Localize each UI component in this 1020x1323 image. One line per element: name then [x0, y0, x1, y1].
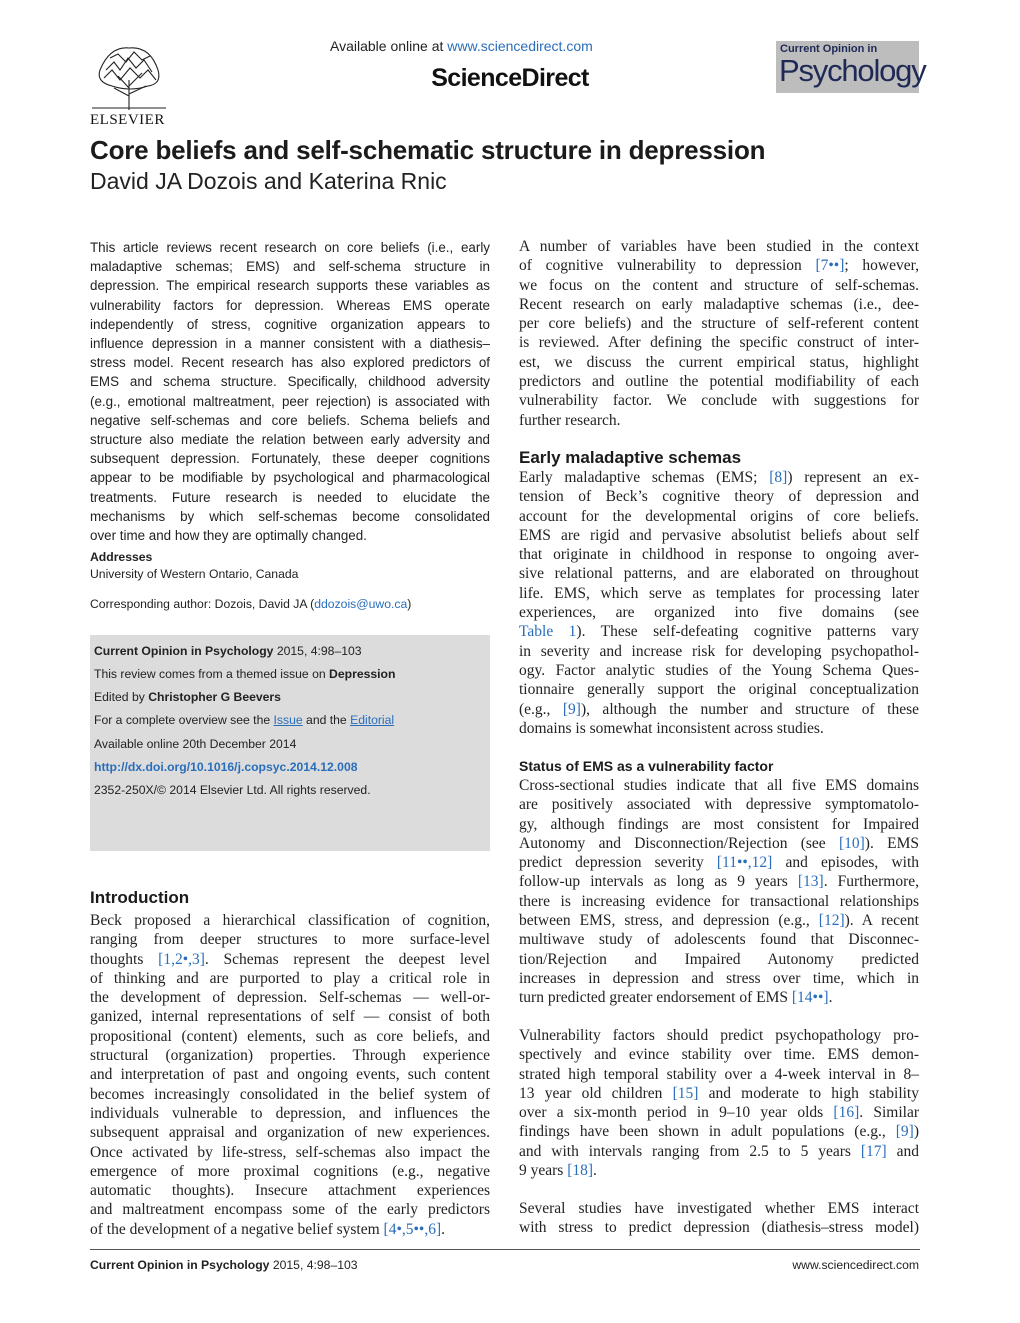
introduction-line: the development of depression. Self-schemas — well-or- [90, 989, 490, 1007]
ems-body [519, 468, 919, 738]
status-line: Autonomy and Disconnection/Rejection (see [10]). EMS [519, 834, 919, 852]
citation-link[interactable]: [12] [818, 912, 845, 930]
introduction-line: of the development of a negative belief system [4•,5••,6]. [90, 1220, 446, 1238]
info-overview [94, 713, 394, 727]
introduction-line: becomes increasingly consolidated in the belief system of [90, 1085, 490, 1103]
corresponding-suffix: ) [407, 597, 412, 611]
addresses-heading: Addresses [90, 550, 153, 564]
intro-continued-line: Recent research on early maladaptive schemas (i.e., dee- [519, 295, 919, 313]
abstract-line: structure also mediate the relation between early adversity and [90, 432, 490, 448]
addresses [90, 549, 490, 583]
introduction-line: ranging from deeper structures to more surface-level [90, 931, 490, 949]
intro-continued-line: is reviewed. After defining the specific construct of inter- [519, 334, 919, 352]
introduction-line: individuals vulnerable to depression, and influences the [90, 1104, 490, 1122]
citation-link[interactable]: [13] [797, 873, 824, 891]
intro-continued-line: of cognitive vulnerability to depression [7••]; however, [519, 257, 919, 275]
footer-url[interactable]: www.sciencedirect.com [792, 1258, 919, 1272]
journal-badge [776, 41, 926, 93]
citation-link[interactable]: [18] [567, 1162, 594, 1180]
intro-continued-body [519, 237, 919, 430]
citation-link[interactable]: [4•,5••,6] [383, 1220, 442, 1238]
introduction-line: emergence of more proximal cognitions (e.g., negative [90, 1162, 490, 1180]
ems-line: ogy. Factor analytic studies of the Young Schema Ques- [519, 661, 919, 679]
several-studies-body [519, 1199, 919, 1238]
ems-line: that originate in childhood in response to ongoing aver- [519, 546, 919, 564]
vulnerability-line: 13 year old children [15] and moderate to high stability [519, 1084, 919, 1102]
footer-journal: Current Opinion in Psychology [90, 1258, 270, 1272]
citation-link[interactable]: [1,2•,3] [158, 950, 205, 968]
status-line: gy, although findings are most consistent for Impaired [519, 815, 919, 833]
ems-line: sive relational patterns, and are elaborated on throughout [519, 565, 919, 583]
abstract-line: appear to be modifiable by psychological and pharmacological [90, 470, 490, 486]
intro-continued-line: vulnerability factor. We conclude with suggestions for [519, 392, 919, 410]
ems-line: tionnaire generally support the original conceptualization [519, 681, 919, 699]
info-citation [94, 644, 362, 658]
abstract-line: mechanisms by which self-schemas become consolidated [90, 508, 490, 524]
introduction-line: propositional (content) elements, such as core beliefs, and [90, 1027, 490, 1045]
info-copyright: 2352-250X/© 2014 Elsevier Ltd. All rights reserved. [94, 783, 371, 797]
citation-link[interactable]: [16] [833, 1104, 860, 1122]
introduction-body [90, 911, 490, 1239]
citation-link[interactable]: [17] [860, 1142, 887, 1160]
info-edited-prefix: Edited by [94, 690, 149, 704]
abstract-line: negative self-schemas and core beliefs. Schema beliefs and [90, 412, 490, 428]
info-themed-prefix: This review comes from a themed issue on [94, 667, 330, 681]
status-heading: Status of EMS as a vulnerability factor [519, 758, 774, 774]
intro-continued-line: further research. [519, 411, 621, 429]
abstract-line: independently of stress, cognitive organization appears to [90, 316, 490, 332]
status-line: increases in depression and stress over time, which in [519, 969, 919, 987]
footer-rule [90, 1249, 920, 1250]
status-line: turn predicted greater endorsement of EMS [14••]. [519, 989, 833, 1007]
issue-link[interactable]: Issue [273, 713, 303, 727]
sciencedirect-link[interactable]: www.sciencedirect.com [447, 38, 593, 54]
status-line: tion/Rejection and Impaired Autonomy predicted [519, 950, 919, 968]
abstract-line: maladaptive schemas; EMS) and self-schema structure in [90, 259, 490, 275]
info-editor: Christopher G Beevers [148, 690, 281, 704]
citation-link[interactable]: [9] [895, 1123, 914, 1141]
info-citation-text: 2015, 4:98–103 [273, 644, 362, 658]
info-available: Available online 20th December 2014 [94, 737, 297, 751]
ems-line: life. EMS, which serve as templates for processing later [519, 584, 919, 602]
status-line: follow-up intervals as long as 9 years [13]. Furthermore, [519, 873, 919, 891]
status-line: Cross-sectional studies indicate that all five EMS domains [519, 777, 919, 794]
editorial-link[interactable]: Editorial [350, 713, 395, 727]
footer-citation-text: 2015, 4:98–103 [269, 1258, 358, 1272]
citation-link[interactable]: [8] [769, 469, 788, 486]
abstract-line: over time and how they are optimally changed. [90, 528, 367, 544]
citation-link[interactable]: [10] [838, 834, 865, 852]
several-studies-line: Several studies have investigated whether EMS interact [519, 1200, 919, 1217]
abstract-line: influence depression in a manner consistent with a diathesis– [90, 336, 490, 352]
ems-heading: Early maladaptive schemas [519, 448, 742, 467]
journal-badge-big: Psychology [779, 53, 926, 88]
abstract-line: (e.g., emotional maltreatment, peer rejection) is associated with [90, 393, 490, 409]
intro-continued-line: we focus on the content and structure of self-schemas. [519, 276, 919, 294]
intro-continued-line: A number of variables have been studied in the context [519, 238, 919, 255]
introduction-line: automatic thoughts). Insecure attachment experiences [90, 1182, 490, 1200]
introduction-line: and interpretation of past and ongoing events, such content [90, 1066, 490, 1084]
vulnerability-line: over a six-month period in 9–10 year olds [16]. Similar [519, 1104, 919, 1122]
ems-line: Table 1). These self-defeating cognitive patterns vary [519, 623, 919, 641]
introduction-heading: Introduction [90, 888, 190, 907]
citation-link[interactable]: [11••,12] [716, 854, 773, 872]
abstract-line: subsequent depression. Fortunately, these deeper cognitions [90, 451, 490, 467]
abstract-line: depression. The empirical research supports these variables as [90, 278, 490, 294]
corresponding-email-link[interactable]: ddozois@uwo.ca [314, 597, 408, 611]
abstract-line: This article reviews recent research on core beliefs (i.e., early [90, 240, 490, 255]
ems-line: EMS are rigid and pervasive absolutist beliefs about self [519, 526, 919, 544]
article-title: Core beliefs and self-schematic structure in depression [90, 135, 766, 165]
publisher-name: ELSEVIER [90, 112, 165, 128]
intro-continued-line: est, we discuss the current empirical status, highlight [519, 353, 919, 371]
vulnerability-line: strated high temporal stability over a 4-week interval in 8– [519, 1065, 919, 1083]
intro-continued-line: per core beliefs) and the structure of self-referent content [519, 315, 919, 333]
introduction-line: thoughts [1,2•,3]. Schemas represent the deepest level [90, 950, 490, 968]
corresponding-author [90, 596, 490, 613]
introduction-line: ganized, internal representations of self — consist of both [90, 1008, 490, 1026]
status-body [519, 776, 919, 1008]
introduction-line: structural (organization) properties. Through experience [90, 1047, 490, 1065]
status-line: between EMS, stress, and depression (e.g., [12]). A recent [519, 912, 919, 930]
ems-line: domains is somewhat inconsistent across studies. [519, 719, 824, 737]
ems-line: tension of Beck’s cognitive theory of depression and [519, 488, 919, 506]
platform-name: ScienceDirect [431, 64, 589, 92]
info-overview-prefix: For a complete overview see the [94, 713, 274, 727]
abstract-line: treatments. Future research is needed to elucidate the [90, 489, 490, 505]
doi-link[interactable]: http://dx.doi.org/10.1016/j.copsyc.2014.12.008 [94, 760, 358, 774]
ems-line: account for the developmental origins of core beliefs. [519, 507, 919, 525]
article-info-box [90, 635, 490, 851]
info-journal: Current Opinion in Psychology [94, 644, 274, 658]
intro-continued-line: predictors and outline the potential modifiability of each [519, 373, 919, 391]
abstract-line: stress model. Recent research has also explored predictors of [90, 355, 490, 371]
info-edited [94, 690, 281, 704]
status-line: predict depression severity [11••,12] and episodes, with [519, 854, 919, 872]
vulnerability-line: spectively and evince stability over time. EMS demon- [519, 1046, 919, 1064]
abstract-line: EMS and schema structure. Specifically, childhood adversity [90, 374, 490, 390]
introduction-line: subsequent appraisal and organization of new experiences. [90, 1124, 490, 1142]
journal-badge-small: Current Opinion in [780, 43, 878, 55]
ems-line: experiences, are organized into five domains (see [519, 604, 919, 622]
status-line: are positively associated with depressive symptomatolo- [519, 796, 919, 814]
citation-link[interactable]: [14••] [791, 989, 829, 1007]
info-themed [94, 667, 395, 681]
vulnerability-body [519, 1026, 919, 1180]
available-online-prefix: Available online at [330, 38, 448, 54]
vulnerability-line: and with intervals ranging from 2.5 to 5 years [17] and [519, 1142, 919, 1160]
abstract [90, 238, 490, 545]
footer-citation [90, 1258, 358, 1272]
introduction-line: and maltreatment encompass some of the early predictors [90, 1201, 490, 1219]
affiliation: University of Western Ontario, Canada [90, 567, 299, 581]
abstract-line: vulnerability factors for depression. Whereas EMS operate [90, 297, 490, 313]
info-themed-topic: Depression [329, 667, 396, 681]
introduction-line: Beck proposed a hierarchical classification of cognition, [90, 912, 490, 929]
status-line: there is increasing evidence for transactional relationships [519, 892, 919, 910]
citation-link[interactable]: [9] [562, 700, 581, 718]
status-line: multiwave study of adolescents found that Disconnec- [519, 931, 919, 949]
introduction-line: of thinking and are purported to play a critical role in [90, 969, 490, 987]
vulnerability-line: findings have been shown in adult populations (e.g., [9]) [519, 1123, 919, 1141]
introduction-line: Once activated by life-stress, self-schemas also impact the [90, 1143, 490, 1161]
info-overview-and: and the [302, 713, 351, 727]
vulnerability-line: 9 years [18]. [519, 1162, 597, 1180]
corresponding-prefix: Corresponding author: Dozois, David JA ( [90, 597, 315, 611]
citation-link[interactable]: [15] [672, 1084, 699, 1102]
ems-line: Early maladaptive schemas (EMS; [8]) represent an ex- [519, 469, 919, 486]
vulnerability-line: Vulnerability factors should predict psychopathology pro- [519, 1027, 919, 1044]
ems-line: in severity and increase risk for developing psychopathol- [519, 642, 919, 660]
available-online [330, 38, 690, 54]
citation-link[interactable]: Table 1 [519, 623, 577, 641]
citation-link[interactable]: [7••] [815, 257, 845, 275]
ems-line: (e.g., [9]), although the number and structure of these [519, 700, 919, 718]
article-authors: David JA Dozois and Katerina Rnic [90, 168, 447, 194]
several-studies-line: with stress to predict depression (diathesis–stress model) [519, 1219, 919, 1237]
